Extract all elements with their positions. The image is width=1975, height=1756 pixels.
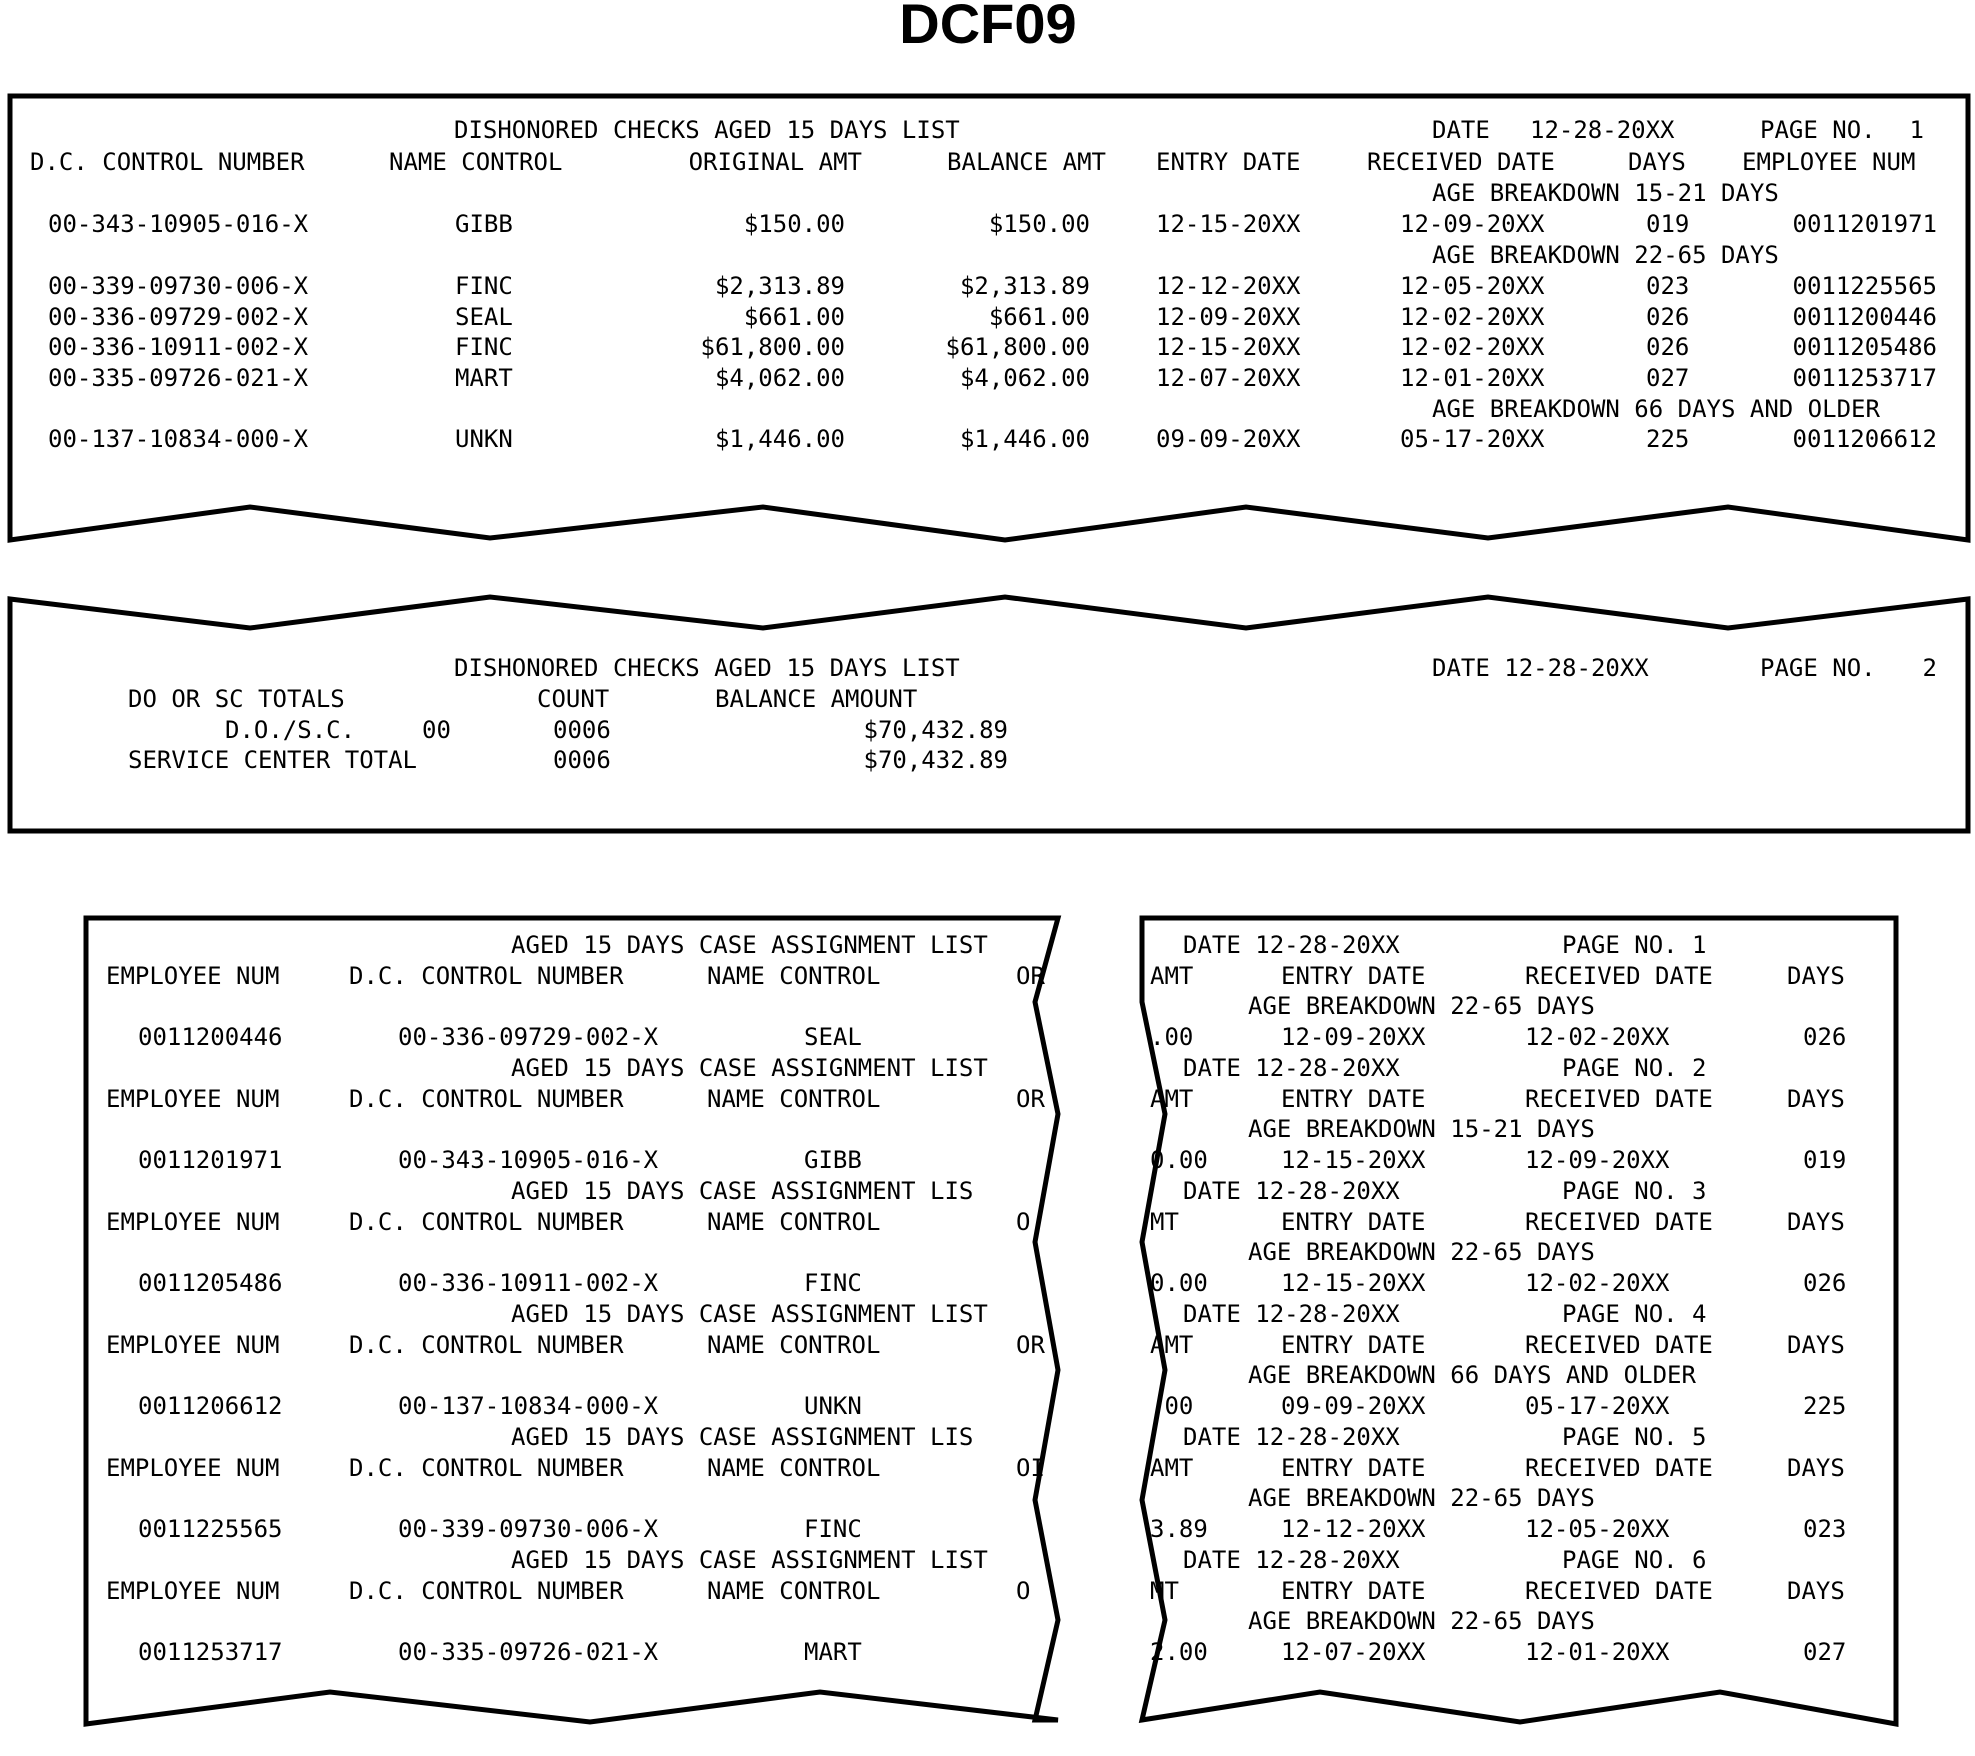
employee-num: 0011205486 [138,1269,283,1297]
totals-label: D.O./S.C. [225,716,356,744]
entry-date: 12-09-20XX [1156,303,1301,331]
page-title: DCF09 [899,0,1077,55]
col-header-days: DAYS [1787,1454,1845,1482]
entry-date: 12-15-20XX [1156,333,1301,361]
employee-num: 0011201971 [138,1146,283,1174]
days: 026 [1803,1269,1847,1297]
name-control: UNKN [455,425,513,453]
name-control: MART [455,364,513,392]
col-header-dc-control-number: D.C. CONTROL NUMBER [349,1085,624,1113]
employee-num: 0011253717 [1792,364,1937,392]
days: 019 [1803,1146,1847,1174]
assignment-list-title: AGED 15 DAYS CASE ASSIGNMENT LIST [511,1300,988,1328]
age-breakdown-label: AGE BREAKDOWN 22-65 DAYS [1248,1238,1595,1266]
report-2-title: DISHONORED CHECKS AGED 15 DAYS LIST [454,654,960,682]
col-header-do-or-sc-totals: DO OR SC TOTALS [128,685,345,713]
balance-amt: $2,313.89 [959,272,1090,300]
name-control: FINC [804,1269,862,1297]
age-breakdown-label: AGE BREAKDOWN 66 DAYS AND OLDER [1432,395,1880,423]
days: 225 [1646,425,1690,453]
col-header-days: DAYS [1787,1085,1845,1113]
col-header-employee-num: EMPLOYEE NUM [1742,148,1916,176]
received-date: 12-09-20XX [1400,210,1545,238]
dc-control-number: 00-343-10905-016-X [48,210,309,238]
report-2-date: DATE 12-28-20XX [1432,654,1649,682]
entry-date: 09-09-20XX [1156,425,1301,453]
amt-truncated: 3.89 [1150,1515,1208,1543]
employee-num: 0011225565 [138,1515,283,1543]
employee-num: 0011253717 [138,1638,283,1666]
col-header-entry-date: ENTRY DATE [1281,1331,1426,1359]
days: 026 [1803,1023,1847,1051]
report-2-page-number: 2 [1922,654,1937,682]
col-header-dc-control-number: D.C. CONTROL NUMBER [349,962,624,990]
totals-code: 00 [422,716,451,744]
employee-num: 0011200446 [1792,303,1937,331]
received-date: 12-02-20XX [1400,333,1545,361]
age-breakdown-label: AGE BREAKDOWN 22-65 DAYS [1248,992,1595,1020]
dc-control-number: 00-336-09729-002-X [398,1023,659,1051]
dc-control-number: 00-343-10905-016-X [398,1146,659,1174]
col-header-amt-truncated: AMT [1150,962,1194,990]
dc-control-number: 00-339-09730-006-X [398,1515,659,1543]
received-date: 12-02-20XX [1525,1269,1670,1297]
col-header-amt-truncated: AMT [1150,1331,1194,1359]
received-date: 12-01-20XX [1400,364,1545,392]
totals-label: SERVICE CENTER TOTAL [128,746,417,774]
col-header-days: DAYS [1628,148,1686,176]
col-header-employee-num: EMPLOYEE NUM [106,1454,280,1482]
col-header-original-amt-truncated: OR [1016,1085,1045,1113]
col-header-entry-date: ENTRY DATE [1281,962,1426,990]
name-control: GIBB [804,1146,862,1174]
col-header-received-date: RECEIVED DATE [1525,1577,1713,1605]
col-header-days: DAYS [1787,962,1845,990]
col-header-employee-num: EMPLOYEE NUM [106,1331,280,1359]
col-header-entry-date: ENTRY DATE [1281,1085,1426,1113]
col-header-name-control: NAME CONTROL [707,1454,881,1482]
dc-control-number: 00-336-10911-002-X [48,333,309,361]
dc-control-number: 00-339-09730-006-X [48,272,309,300]
entry-date: 12-07-20XX [1281,1638,1426,1666]
assignment-page-number: PAGE NO. 1 [1562,931,1707,959]
entry-date: 12-15-20XX [1281,1146,1426,1174]
received-date: 12-02-20XX [1400,303,1545,331]
received-date: 12-01-20XX [1525,1638,1670,1666]
col-header-entry-date: ENTRY DATE [1281,1208,1426,1236]
balance-amt: $1,446.00 [959,425,1090,453]
assignment-page-number: PAGE NO. 5 [1562,1423,1707,1451]
age-breakdown-label: AGE BREAKDOWN 66 DAYS AND OLDER [1248,1361,1696,1389]
assignment-page-number: PAGE NO. 6 [1562,1546,1707,1574]
col-header-entry-date: ENTRY DATE [1281,1577,1426,1605]
original-amt: $2,313.89 [714,272,845,300]
dc-control-number: 00-137-10834-000-X [48,425,309,453]
name-control: SEAL [455,303,513,331]
days: 023 [1646,272,1690,300]
col-header-original-amt-truncated: O [1016,1208,1031,1236]
name-control: FINC [804,1515,862,1543]
dc-control-number: 00-336-09729-002-X [48,303,309,331]
col-header-name-control: NAME CONTROL [707,1577,881,1605]
age-breakdown-label: AGE BREAKDOWN 22-65 DAYS [1248,1607,1595,1635]
balance-amt: $661.00 [988,303,1090,331]
balance-amt: $150.00 [988,210,1090,238]
col-header-entry-date: ENTRY DATE [1281,1454,1426,1482]
assignment-page-number: PAGE NO. 3 [1562,1177,1707,1205]
col-header-original-amt: ORIGINAL AMT [688,148,862,176]
report-1-page-label: PAGE NO. [1760,116,1876,144]
days: 023 [1803,1515,1847,1543]
name-control: FINC [455,333,513,361]
received-date: 05-17-20XX [1400,425,1545,453]
employee-num: 0011201971 [1792,210,1937,238]
days: 027 [1803,1638,1847,1666]
col-header-dc-control-number: D.C. CONTROL NUMBER [349,1454,624,1482]
col-header-name-control: NAME CONTROL [389,148,563,176]
col-header-dc-control-number: D.C. CONTROL NUMBER [30,148,305,176]
col-header-employee-num: EMPLOYEE NUM [106,1085,280,1113]
entry-date: 12-12-20XX [1156,272,1301,300]
entry-date: 12-12-20XX [1281,1515,1426,1543]
received-date: 12-09-20XX [1525,1146,1670,1174]
age-breakdown-label: AGE BREAKDOWN 15-21 DAYS [1248,1115,1595,1143]
col-header-amt-truncated: AMT [1150,1085,1194,1113]
amt-truncated: .00 [1150,1023,1194,1051]
days: 026 [1646,333,1690,361]
days: 019 [1646,210,1690,238]
col-header-original-amt-truncated: OR [1016,962,1045,990]
entry-date: 12-09-20XX [1281,1023,1426,1051]
dc-control-number: 00-137-10834-000-X [398,1392,659,1420]
col-header-amt-truncated: MT [1150,1577,1179,1605]
col-header-employee-num: EMPLOYEE NUM [106,1577,280,1605]
name-control: GIBB [455,210,513,238]
col-header-dc-control-number: D.C. CONTROL NUMBER [349,1208,624,1236]
assignment-page-number: PAGE NO. 4 [1562,1300,1707,1328]
col-header-entry-date: ENTRY DATE [1156,148,1301,176]
report-1-title: DISHONORED CHECKS AGED 15 DAYS LIST [454,116,960,144]
assignment-list-title: AGED 15 DAYS CASE ASSIGNMENT LIST [511,931,988,959]
name-control: MART [804,1638,862,1666]
entry-date: 12-07-20XX [1156,364,1301,392]
col-header-dc-control-number: D.C. CONTROL NUMBER [349,1331,624,1359]
assignment-page-number: PAGE NO. 2 [1562,1054,1707,1082]
entry-date: 12-15-20XX [1281,1269,1426,1297]
report-1-date: 12-28-20XX [1530,116,1675,144]
assignment-date: DATE 12-28-20XX [1183,1546,1400,1574]
col-header-original-amt-truncated: O [1016,1577,1031,1605]
received-date: 05-17-20XX [1525,1392,1670,1420]
received-date: 12-05-20XX [1525,1515,1670,1543]
dc-control-number: 00-336-10911-002-X [398,1269,659,1297]
days: 027 [1646,364,1690,392]
col-header-received-date: RECEIVED DATE [1525,1454,1713,1482]
amt-truncated: 0.00 [1150,1146,1208,1174]
table-row [128,746,1008,774]
employee-num: 0011205486 [1792,333,1937,361]
dc-control-number: 00-335-09726-021-X [398,1638,659,1666]
totals-amount: $70,432.89 [863,746,1008,774]
name-control: SEAL [804,1023,862,1051]
original-amt: $661.00 [743,303,845,331]
assignment-list-title: AGED 15 DAYS CASE ASSIGNMENT LIS [511,1423,974,1451]
col-header-employee-num: EMPLOYEE NUM [106,962,280,990]
original-amt: $61,800.00 [700,333,845,361]
col-header-dc-control-number: D.C. CONTROL NUMBER [349,1577,624,1605]
days: 026 [1646,303,1690,331]
assignment-date: DATE 12-28-20XX [1183,931,1400,959]
dc-control-number: 00-335-09726-021-X [48,364,309,392]
col-header-name-control: NAME CONTROL [707,1208,881,1236]
col-header-name-control: NAME CONTROL [707,1085,881,1113]
assignment-date: DATE 12-28-20XX [1183,1177,1400,1205]
employee-num: 0011206612 [1792,425,1937,453]
employee-num: 0011206612 [138,1392,283,1420]
age-breakdown-label: AGE BREAKDOWN 15-21 DAYS [1432,179,1779,207]
col-header-received-date: RECEIVED DATE [1525,1208,1713,1236]
col-header-original-amt-truncated: OR [1016,1331,1045,1359]
col-header-received-date: RECEIVED DATE [1367,148,1555,176]
name-control: UNKN [804,1392,862,1420]
col-header-days: DAYS [1787,1331,1845,1359]
balance-amt: $4,062.00 [959,364,1090,392]
original-amt: $1,446.00 [714,425,845,453]
col-header-name-control: NAME CONTROL [707,1331,881,1359]
report-1-date-label: DATE [1432,116,1490,144]
col-header-received-date: RECEIVED DATE [1525,962,1713,990]
totals-count: 0006 [553,746,611,774]
col-header-original-amt-truncated: OI [1016,1454,1045,1482]
report-1-page-number: 1 [1909,116,1924,144]
entry-date: 12-15-20XX [1156,210,1301,238]
col-header-received-date: RECEIVED DATE [1525,1085,1713,1113]
totals-count: 0006 [553,716,611,744]
age-breakdown-label: AGE BREAKDOWN 22-65 DAYS [1248,1484,1595,1512]
assignment-date: DATE 12-28-20XX [1183,1423,1400,1451]
col-header-amt-truncated: MT [1150,1208,1179,1236]
name-control: FINC [455,272,513,300]
employee-num: 0011225565 [1792,272,1937,300]
amt-truncated: 2.00 [1150,1638,1208,1666]
original-amt: $150.00 [743,210,845,238]
report-2-page-label: PAGE NO. [1760,654,1876,682]
col-header-employee-num: EMPLOYEE NUM [106,1208,280,1236]
received-date: 12-02-20XX [1525,1023,1670,1051]
original-amt: $4,062.00 [714,364,845,392]
col-header-balance-amt: BALANCE AMT [947,148,1106,176]
days: 225 [1803,1392,1847,1420]
amt-truncated: .00 [1150,1392,1194,1420]
col-header-count: COUNT [537,685,610,713]
col-header-amt-truncated: AMT [1150,1454,1194,1482]
amt-truncated: 0.00 [1150,1269,1208,1297]
report-2-frame [10,597,1968,831]
received-date: 12-05-20XX [1400,272,1545,300]
assignment-date: DATE 12-28-20XX [1183,1054,1400,1082]
totals-amount: $70,432.89 [863,716,1008,744]
col-header-received-date: RECEIVED DATE [1525,1331,1713,1359]
assignment-list-title: AGED 15 DAYS CASE ASSIGNMENT LIS [511,1177,974,1205]
col-header-balance-amount: BALANCE AMOUNT [715,685,918,713]
assignment-list-title: AGED 15 DAYS CASE ASSIGNMENT LIST [511,1546,988,1574]
assignment-date: DATE 12-28-20XX [1183,1300,1400,1328]
col-header-days: DAYS [1787,1577,1845,1605]
entry-date: 09-09-20XX [1281,1392,1426,1420]
age-breakdown-label: AGE BREAKDOWN 22-65 DAYS [1432,241,1779,269]
col-header-name-control: NAME CONTROL [707,962,881,990]
assignment-list-title: AGED 15 DAYS CASE ASSIGNMENT LIST [511,1054,988,1082]
col-header-days: DAYS [1787,1208,1845,1236]
balance-amt: $61,800.00 [945,333,1090,361]
employee-num: 0011200446 [138,1023,283,1051]
